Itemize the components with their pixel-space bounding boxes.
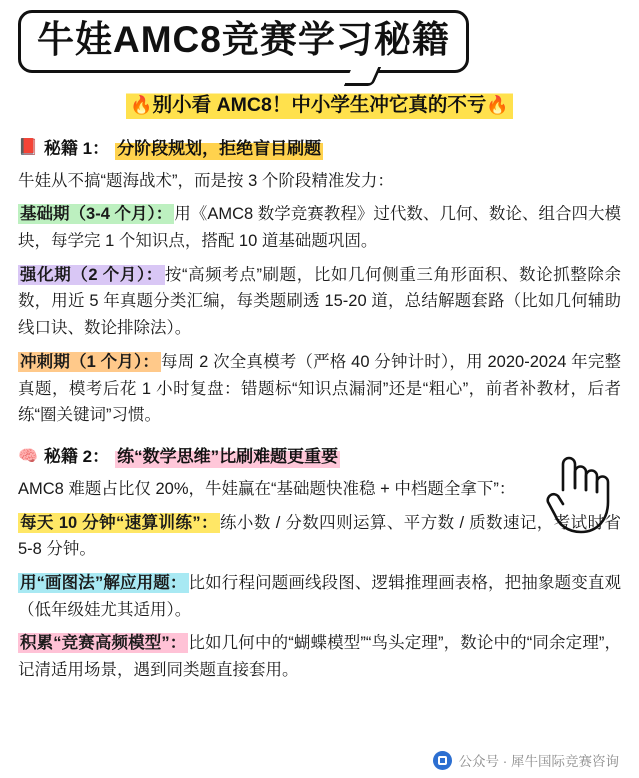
- section-2-heading: [18, 445, 621, 469]
- fire-icon-left: 🔥: [130, 95, 153, 116]
- paragraph-text: 练小数 / 分数四则运算、平方数 / 质数速记，考试时省 5-8 分钟。: [18, 513, 621, 559]
- subtitle-row: [18, 90, 621, 120]
- section-1-prefix: 秘籍 1：: [43, 138, 110, 158]
- subtitle: [126, 90, 513, 120]
- paragraph-lead: 强化期（2 个月）：: [20, 265, 163, 284]
- section-1-highlight: 分阶段规划，拒绝盲目刷题: [115, 137, 323, 161]
- paragraph: [18, 510, 621, 563]
- paragraph-lead: 冲刺期（1 个月）：: [20, 352, 160, 371]
- section-1-heading: [18, 137, 621, 161]
- footer: [0, 750, 639, 770]
- paragraph-text: 用《AMC8 数学竞赛教程》过代数、几何、数论、组合四大模块，每学完 1 个知识点，搭配 10 道基础题巩固。: [18, 205, 621, 250]
- paragraph-lead: 基础期（3-4 个月）：: [20, 205, 173, 224]
- paragraph-text: 每周 2 次全真模考（严格 40 分钟计时），用 2020-2024 年完整真题，模考后花 1 小时复盘：错题标“知识点漏洞”还是“粗心”，前者补教材，后者练“圈关键词”习惯。: [18, 352, 621, 425]
- paragraph-lead: 用“画图法”解应用题：: [20, 573, 187, 592]
- title-bubble: [18, 10, 621, 73]
- paragraph-text: 比如几何中的“蝴蝶模型”“鸟头定理”，数论中的“同余定理”，记清适用场景，遇到同类题直接套用。: [18, 634, 622, 680]
- paragraph-text: 比如行程问题画线段图、逻辑推理画表格，把抽象题变直观（低年级娃尤其适用）。: [18, 573, 622, 619]
- paragraph: [18, 349, 621, 429]
- paragraph-lead: 每天 10 分钟“速算训练”：: [20, 513, 218, 532]
- notebook-icon: 📕: [18, 139, 38, 157]
- footer-text: 公众号 · 犀牛国际竞赛咨询: [458, 754, 619, 769]
- paragraph: [18, 262, 621, 342]
- section-2-prefix: 秘籍 2：: [43, 447, 110, 467]
- paragraph-text: AMC8 难题占比仅 20%，牛娃赢在“基础题快准稳 + 中档题全拿下”：: [18, 479, 516, 498]
- subtitle-text: 别小看 AMC8！中小学生冲它真的不亏: [152, 94, 487, 117]
- paragraph: [18, 476, 621, 503]
- paragraph: [18, 630, 621, 683]
- paragraph-lead: 积累“竞赛高频模型”：: [20, 634, 187, 653]
- paragraph: [18, 570, 621, 623]
- paragraph: [18, 201, 621, 254]
- paragraph-text: 牛娃从不搞“题海战术”，而是按 3 个阶段精准发力：: [18, 171, 394, 190]
- note-page: [0, 10, 639, 778]
- wechat-account-logo: [433, 751, 452, 770]
- page-title: 牛娃AMC8竞赛学习秘籍: [37, 19, 450, 60]
- paragraph: [18, 168, 621, 195]
- title-box: [18, 10, 469, 73]
- fire-icon-right: 🔥: [486, 95, 509, 116]
- title-bubble-tail: [344, 67, 381, 86]
- section-2-highlight: 练“数学思维”比刷难题更重要: [115, 445, 340, 469]
- paragraph-text: 按“高频考点”刷题，比如几何侧重三角形面积、数论抓整除余数，用近 5 年真题分类汇编，每类题刷透 15-20 道，总结解题套路（比如几何辅助线口诀、数论排除法）。: [18, 265, 621, 338]
- brain-icon: 🧠: [18, 447, 38, 465]
